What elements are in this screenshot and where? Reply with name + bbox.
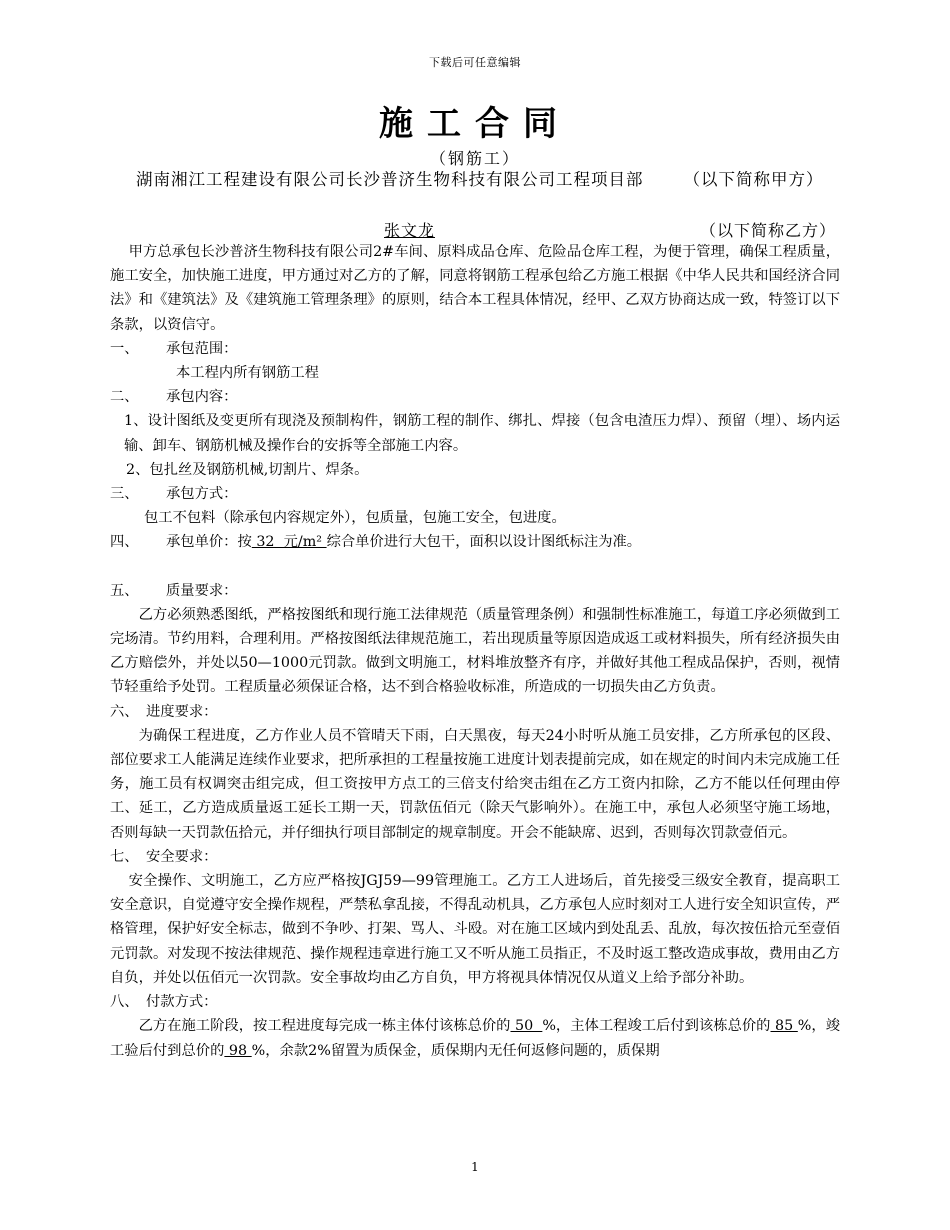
section-title: 承包方式： [166,486,238,503]
section-quality-content: 乙方必须熟悉图纸，严格按图纸和现行施工法律规范（质量管理条例）和强制性标准施工，每道工序必须做到工完场清。节约用料，合理利用。严格按图纸法律规范施工，若出现质量等原因造成返工或材料损失，所有经济损失由乙方赔偿外，并处以50—1000元罚款。做到文明施工，材料堆放整齐有序，并做好其他工程成品保护，否则，视情节轻重给予处罚。工程质量必须保证合格，达不到合格验收标准，所造成的一切损失由乙方负责。 [110,606,840,696]
section-title: 承包内容： [166,389,238,406]
section-number: 二、 [110,389,139,406]
section-title: 进度要求： [146,703,218,720]
section-schedule [110,700,840,724]
payment-percent-1: 50 [510,1018,543,1035]
section-quality [110,579,840,603]
content-item-1: 1、设计图纸及变更所有现浇及预制构件，钢筋工程的制作、绑扎、焊接（包含电渣压力焊）、预留（埋）、场内运输、卸车、钢筋机械及操作台的安拆等全部施工内容。 [124,413,840,454]
intro-paragraph: 甲方总承包长沙普济生物科技有限公司2#车间、原料成品仓库、危险品仓库工程，为便于管理，确保工程质量，施工安全，加快施工进度，甲方通过对乙方的了解，同意将钢筋工程承包给乙方施工根据《中华人民共和国经济合同法》和《建筑法》及《建筑施工管理条理》的原则，结合本工程具体情况，经甲、乙双方协商达成一致，特签订以下条款，以资信守。 [110,244,840,333]
party-b-note: （以下简称乙方） [700,221,837,240]
section-method-content: 包工不包料（除承包内容规定外），包质量，包施工安全，包进度。 [144,510,566,527]
header-note: 下载后可任意编辑 [429,56,521,69]
party-a-note: （以下简称甲方） [683,170,824,189]
contract-body [110,240,840,1063]
section-number: 三、 [110,486,139,503]
payment-percent-2: 85 [770,1018,798,1035]
section-scope-content: 本工程内所有钢筋工程 [176,365,319,382]
section-title: 承包范围： [166,340,238,357]
section-payment-content: 乙方在施工阶段，按工程进度每完成一栋主体付该栋总价的 50 %，主体工程竣工后付到该栋总价的 85 %，竣工验后付到总价的 98 %，余款2%留置为质保金，质保期内无任何返修问题的，质保期 [110,1018,840,1059]
section-safety [110,845,840,869]
party-b-name: 张文龙 [384,221,436,240]
section-content [110,385,840,409]
section-number: 六、 [110,703,139,720]
party-a [136,168,846,192]
section-schedule-content: 为确保工程进度，乙方作业人员不管晴天下雨，白天黑夜，每天24小时听从施工员安排，乙方所承包的区段、部位要求工人能满足连续作业要求，把所承担的工程量按施工进度计划表提前完成，如在规定的时间内未完成施工任务，施工员有权调突击组完成，但工资按甲方点工的三倍支付给突击组在乙方工资内扣除，乙方不能以任何理由停工、延工，乙方造成质量返工延长工期一天，罚款伍佰元（除天气影响外）。在施工中，承包人必须坚守施工场地，否则每缺一天罚款伍拾元，并仔细执行项目部制定的规章制度。开会不能缺席、迟到，否则每次罚款壹佰元。 [110,727,840,841]
party-a-name: 湖南湘江工程建设有限公司长沙普济生物科技有限公司工程项目部 [136,170,644,189]
section-scope [110,337,840,361]
page-subtitle: （钢筋工） [429,149,520,168]
page-number: 1 [471,1160,479,1174]
section-number: 五、 [110,582,139,599]
section-price [110,530,840,554]
section-method [110,482,840,506]
section-number: 七、 [110,848,139,865]
section-title: 付款方式： [146,994,218,1011]
section-title: 质量要求： [166,582,238,599]
price-line: 承包单价：按 32 元/m² 综合单价进行大包干，面积以设计图纸标注为准。 [166,534,642,551]
section-payment [110,990,840,1014]
section-number: 八、 [110,994,139,1011]
payment-percent-3: 98 [224,1042,252,1059]
section-number: 四、 [110,534,139,551]
section-safety-content: 安全操作、文明施工，乙方应严格按JGJ59—99管理施工。乙方工人进场后，首先接受三级安全教育，提高职工安全意识，自觉遵守安全操作规程，严禁私拿乱接，不得乱动机具，乙方承包人应时刻对工人进行安全知识宣传，严格管理，保护好安全标志，做到不争吵、打架、骂人、斗殴。对在施工区域内到处乱丢、乱放，每次按伍拾元至壹佰元罚款。对发现不按法律规范、操作规程违章进行施工又不听从施工员指正，不及时返工整改造成事故，费用由乙方自负，并处以伍佰元一次罚款。安全事故均由乙方自负，甲方将视具体情况仅从道义上给予部分补助。 [110,873,840,986]
section-title: 安全要求： [146,848,218,865]
section-number: 一、 [110,340,139,357]
page-title: 施工合同 [379,104,571,144]
content-item-2: 2、包扎丝及钢筋机械,切割片、焊条。 [126,461,369,478]
unit-price: 32 元/m² [251,534,327,551]
